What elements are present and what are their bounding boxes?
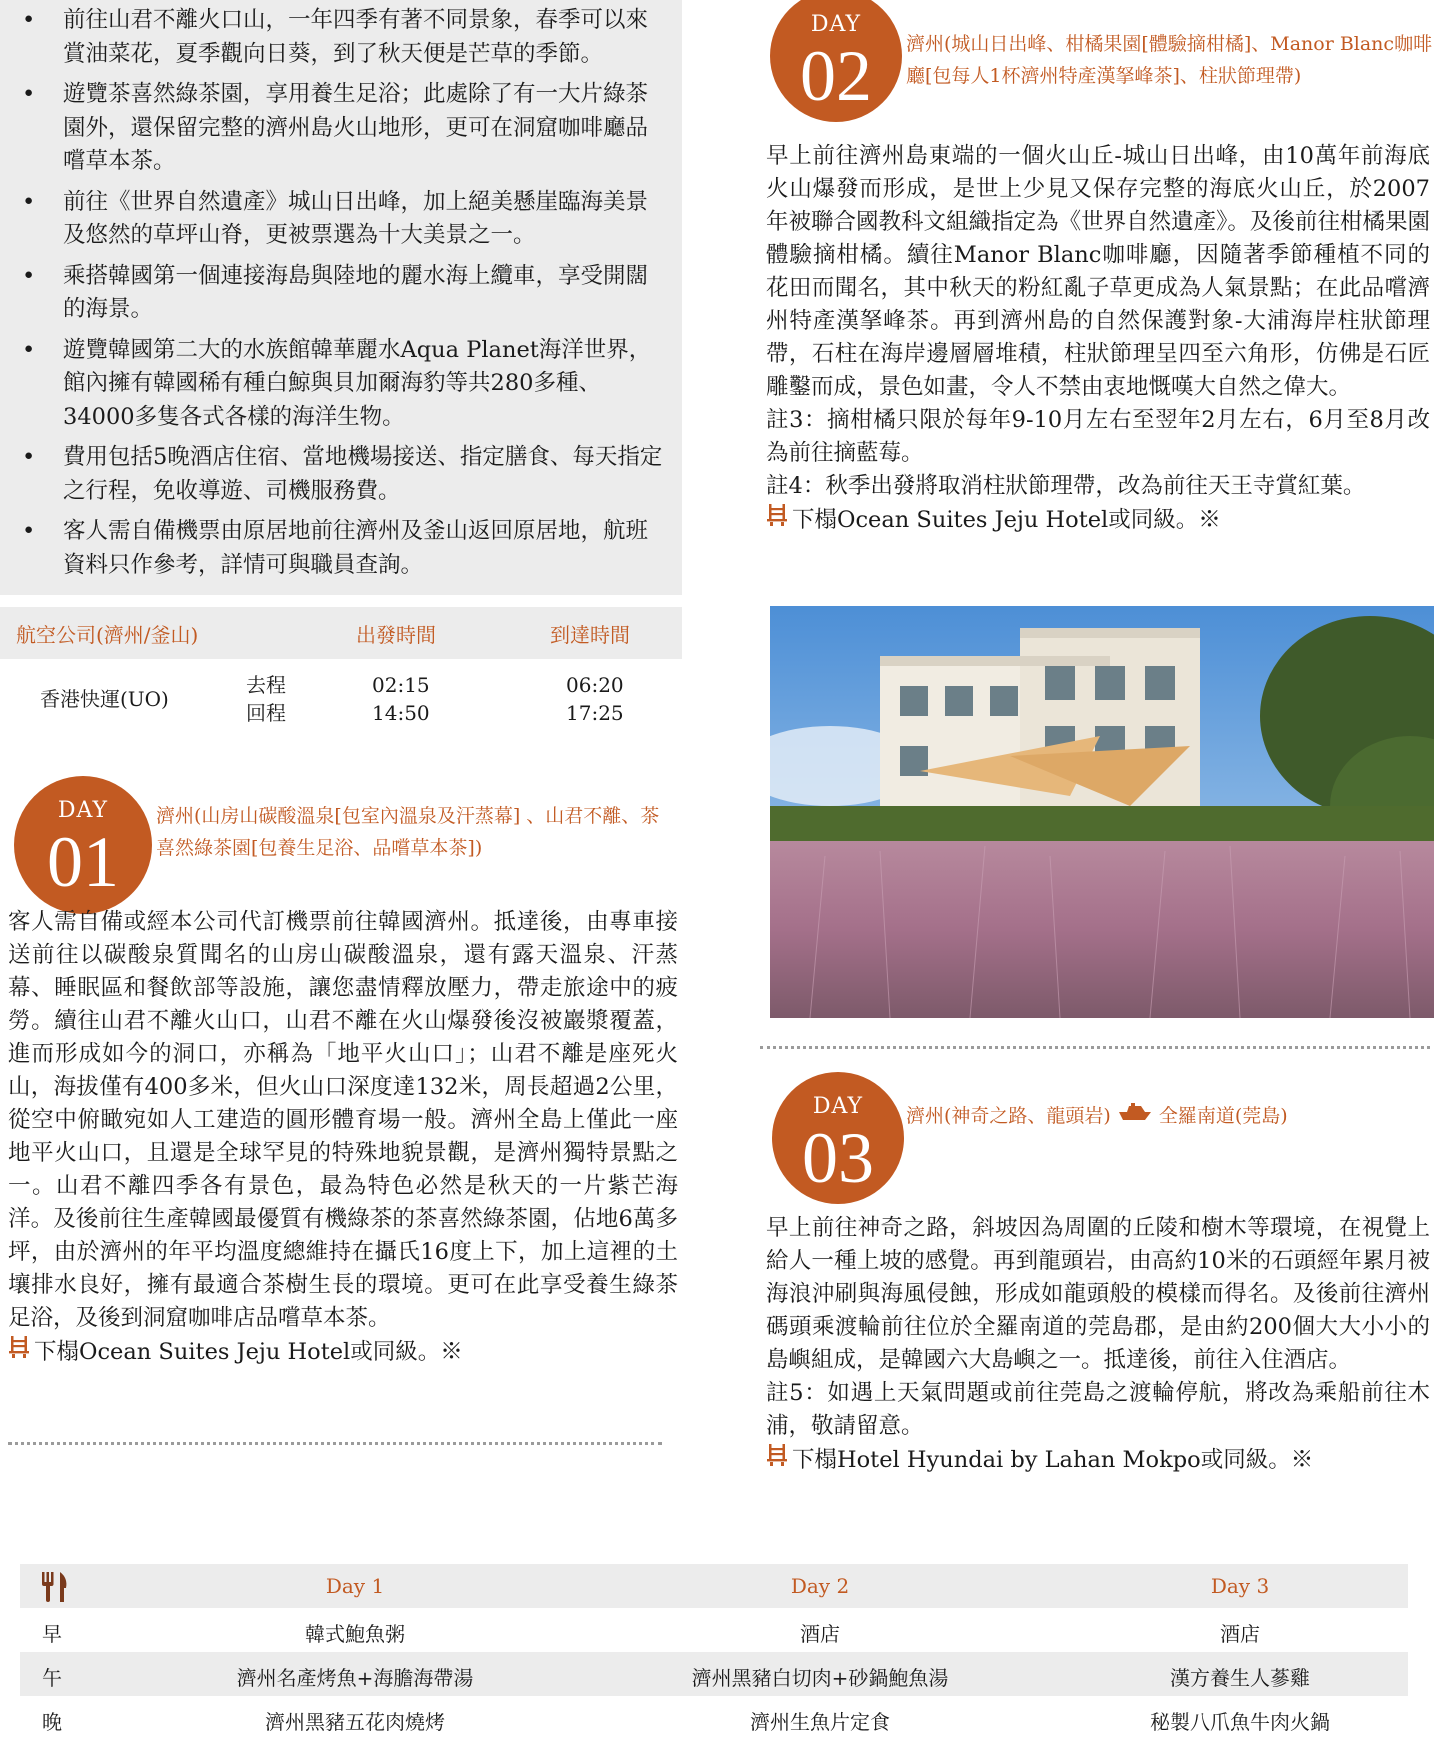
highlight-item: • 前往《世界自然遺產》城山日出峰，加上絕美懸崖臨海美景及悠然的草坪山脊，更被票選為十大美景之一。 <box>0 186 682 253</box>
flight-arrive-time: 06:20 <box>566 673 624 697</box>
meal-cell: 濟州黑豬五花肉燒烤 <box>265 1710 445 1734</box>
day-03-content <box>766 1212 1430 1477</box>
flight-leg-label: 去程 <box>246 673 286 697</box>
day-02-description: 早上前往濟州島東端的一個火山丘-城山日出峰，由10萬年前海底火山爆發而形成，是世上少見又保存完整的海底火山丘，於2007年被聯合國教科文組織指定為《世界自然遺產》。及後前往柑橘果園體驗摘柑橘。續往Manor Blanc咖啡廳，因隨著季節種植不同的花田而聞名，其中秋天的粉紅亂子草更成為人氣景點；在此品嚐濟州特產漢拏峰茶。再到濟州島的自然保護對象-大浦海岸柱狀節理帶，石柱在海岸邊層層堆積，柱狀節理呈四至六角形，仿佛是石匠雕鑿而成，景色如畫，令人不禁由衷地慨嘆大自然之偉大。 <box>766 143 1430 400</box>
hotel-icon <box>8 1335 30 1369</box>
day-03-hotel-text: 下榻Hotel Hyundai by Lahan Mokpo或同級。※ <box>792 1446 1314 1473</box>
cutlery-icon <box>38 1570 72 1609</box>
day-word: DAY <box>810 12 862 37</box>
day-03-title-part1: 濟州(神奇之路、龍頭岩) <box>906 1105 1111 1127</box>
flight-header-depart: 出發時間 <box>356 622 436 647</box>
meal-table-header <box>20 1564 1408 1608</box>
day-01-description: 客人需自備或經本公司代訂機票前往韓國濟州。抵達後，由專車接送前往以碳酸泉質聞名的山房山碳酸溫泉，還有露天溫泉、汗蒸幕、睡眠區和餐飲部等設施，讓您盡情釋放壓力，帶走旅途中的疲勞。續往山君不離火山口，山君不離在火山爆發後沒被巖漿覆蓋，進而形成如今的洞口，亦稱為「地平火山口」；山君不離是座死火山，海拔僅有400多米，但火山口深度達132米，周長超過2公里，從空中俯瞰宛如人工建造的圓形體育場一般。濟州全島上僅此一座地平火山口，且還是全球罕見的特殊地貌景觀，是濟州獨特景點之一。山君不離四季各有景色，最為特色必然是秋天的一片紫芒海洋。及後前往生產韓國最優質有機綠茶的茶喜然綠茶園，佔地6萬多坪，由於濟州的年平均溫度總維持在攝氏16度上下，加上這裡的土壤排水良好，擁有最適合茶樹生長的環境。更可在此享受養生綠茶足浴，及後到洞窟咖啡店品嚐草本茶。 <box>8 909 678 1331</box>
flight-airline: 香港快運(UO) <box>40 687 169 711</box>
meal-row-dinner <box>20 1696 1408 1740</box>
divider <box>760 1046 1430 1049</box>
meal-row-lunch <box>20 1652 1408 1696</box>
day-number: 01 <box>47 822 119 902</box>
hotel-icon <box>766 1443 788 1477</box>
day-02-hotel-text: 下榻Ocean Suites Jeju Hotel或同級。※ <box>792 506 1221 533</box>
divider <box>8 1442 662 1445</box>
meal-label: 午 <box>42 1666 62 1690</box>
day-01-badge <box>14 776 152 914</box>
day-02-title: 濟州(城山日出峰、柑橘果園[體驗摘柑橘]、Manor Blanc咖啡廳[包每人1杯濟州特產漢拏峰茶]、柱狀節理帶) <box>906 33 1433 87</box>
flight-header-arrive: 到達時間 <box>550 622 630 647</box>
hotel-icon <box>766 503 788 537</box>
day-03-hotel <box>766 1443 1430 1477</box>
meal-row-breakfast <box>20 1608 1408 1652</box>
day-03-title-part2: 全羅南道(莞島) <box>1158 1105 1288 1127</box>
day-02-content <box>766 140 1430 537</box>
meal-label: 早 <box>42 1622 62 1646</box>
meal-cell: 濟州名產烤魚+海膽海帶湯 <box>236 1666 474 1690</box>
highlights-list <box>0 0 682 582</box>
day-number: 02 <box>800 36 872 116</box>
day-01-content <box>8 906 678 1369</box>
flight-header-airline: 航空公司(濟州/釜山) <box>16 622 199 647</box>
meal-table <box>20 1564 1408 1740</box>
highlight-item: • 遊覽茶喜然綠茶園，享用養生足浴；此處除了有一大片綠茶園外，還保留完整的濟州島火山地形，更可在洞窟咖啡廳品嚐草本茶。 <box>0 78 682 179</box>
day-03-note: 註5：如遇上天氣問題或前往莞島之渡輪停航，將改為乘船前往木浦，敬請留意。 <box>766 1380 1430 1439</box>
meal-header-day3: Day 3 <box>1210 1574 1270 1598</box>
highlight-item: • 乘搭韓國第一個連接海島與陸地的麗水海上纜車，享受開闊的海景。 <box>0 260 682 327</box>
flight-leg-label: 回程 <box>246 701 286 725</box>
ship-icon <box>1117 1100 1153 1132</box>
day-01-hotel <box>8 1335 678 1369</box>
flight-depart-time: 02:15 <box>372 673 430 697</box>
day-number: 03 <box>802 1118 874 1198</box>
highlight-item: • 費用包括5晚酒店住宿、當地機場接送、指定膳食、每天指定之行程，免收導遊、司機服務費。 <box>0 441 682 508</box>
day-01-hotel-text: 下榻Ocean Suites Jeju Hotel或同級。※ <box>34 1338 463 1365</box>
day-02-note: 註3：摘柑橘只限於每年9-10月左右至翌年2月左右，6月至8月改為前往摘藍莓。 <box>766 407 1430 466</box>
meal-cell: 秘製八爪魚牛肉火鍋 <box>1150 1710 1330 1734</box>
day-02-badge <box>770 0 902 122</box>
highlight-item: • 前往山君不離火口山，一年四季有著不同景象，春季可以來賞油菜花，夏季觀向日葵，到了秋天便是芒草的季節。 <box>0 4 682 71</box>
flight-table-row <box>0 659 682 739</box>
day-02-note: 註4：秋季出發將取消柱狀節理帶，改為前往天王寺賞紅葉。 <box>766 473 1366 499</box>
day-02-hotel <box>766 503 1430 537</box>
meal-label: 晚 <box>42 1710 62 1734</box>
day-01-title: 濟州(山房山碳酸溫泉[包室內溫泉及汗蒸幕] 、山君不離、茶喜然綠茶園[包養生足浴、品嚐草本茶]) <box>156 805 660 859</box>
flight-table-header <box>0 607 682 659</box>
flight-table <box>0 607 682 739</box>
highlight-item: • 遊覽韓國第二大的水族館韓華麗水Aqua Planet海洋世界，館內擁有韓國稀有種白鯨與貝加爾海豹等共280多種、34000多隻各式各樣的海洋生物。 <box>0 334 682 435</box>
meal-header-day2: Day 2 <box>790 1574 850 1598</box>
day-word: DAY <box>57 798 109 823</box>
manor-blanc-photo <box>770 606 1434 1018</box>
day-03-title <box>906 1100 1434 1132</box>
meal-cell: 濟州生魚片定食 <box>750 1710 890 1734</box>
meal-cell: 濟州黑豬白切肉+砂鍋鮑魚湯 <box>691 1666 949 1690</box>
highlight-item: • 客人需自備機票由原居地前往濟州及釜山返回原居地，航班資料只作參考，詳情可與職員查詢。 <box>0 515 682 582</box>
day-03-description: 早上前往神奇之路，斜坡因為周圍的丘陵和樹木等環境，在視覺上給人一種上坡的感覺。再到龍頭岩，由高約10米的石頭經年累月被海浪沖刷與海風侵蝕，形成如龍頭般的模樣而得名。及後前往濟州碼頭乘渡輪前往位於全羅南道的莞島郡，是由約200個大大小小的島嶼組成，是韓國六大島嶼之一。抵達後，前往入住酒店。 <box>766 1215 1430 1373</box>
flight-arrive-time: 17:25 <box>566 701 624 725</box>
highlights-panel <box>0 0 682 595</box>
day-03-badge <box>772 1072 904 1204</box>
meal-cell: 酒店 <box>800 1622 840 1646</box>
meal-cell: 漢方養生人蔘雞 <box>1170 1666 1310 1690</box>
flight-depart-time: 14:50 <box>372 701 430 725</box>
meal-cell: 酒店 <box>1220 1622 1260 1646</box>
meal-header-day1: Day 1 <box>325 1574 385 1598</box>
day-word: DAY <box>812 1094 864 1119</box>
meal-cell: 韓式鮑魚粥 <box>305 1622 405 1646</box>
